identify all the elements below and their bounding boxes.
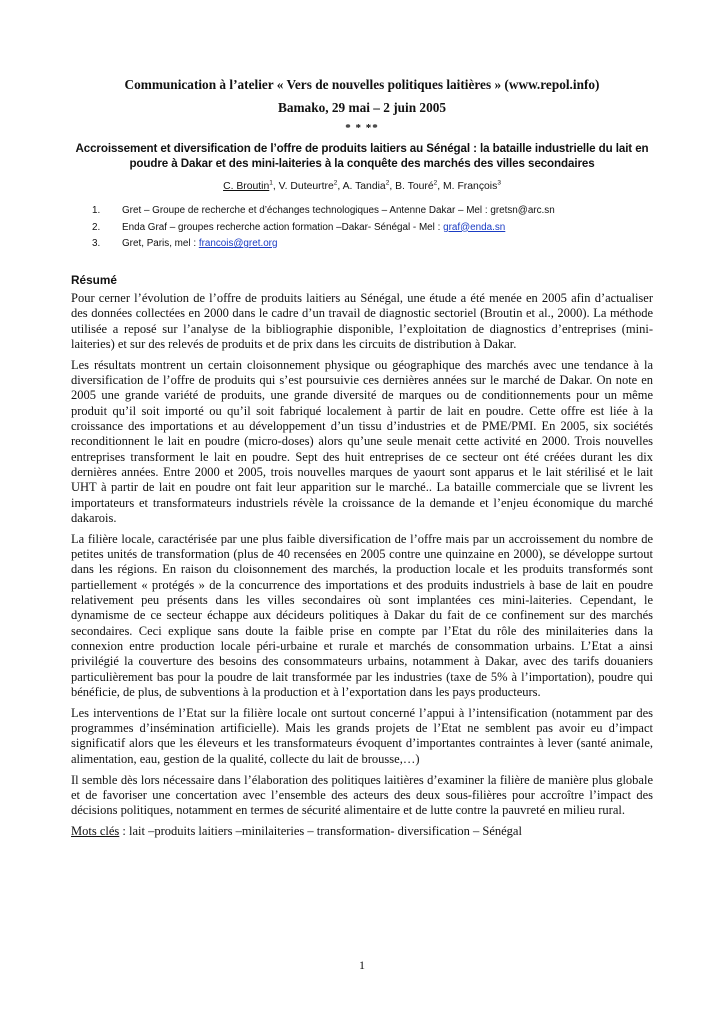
- author-name: C. Broutin: [223, 181, 270, 193]
- separator-stars: * * **: [345, 122, 379, 134]
- abstract-heading: Résumé: [71, 273, 117, 287]
- author: [443, 181, 501, 192]
- keywords-text: : lait –produits laitiers –minilaiteries – transformation- diversification – Sénégal: [119, 824, 522, 839]
- affiliation-text: Gret, Paris, mel :: [122, 238, 197, 249]
- affiliation-list: [92, 203, 652, 253]
- conference-dates: Bamako, 29 mai – 2 juin 2005: [277, 100, 447, 115]
- abstract-paragraph: Pour cerner l’évolution de l’offre de produits laitiers au Sénégal, une étude a été menée en 2005 afin d’actualiser des données collectées en 2000 dans le cadre d’un travail de diagnostic sectoriel (Broutin et al., 2000). La méthode utilisée a reposé sur l’analyse de la bibliographie disponible, l’exploitation de diagnostics d’entreprises (mini-laiteries) et sur des relevés de produits et de prix dans les circuits de distribution à Dakar.: [71, 291, 653, 351]
- author: C. Broutin$^1$,: [223, 180, 279, 193]
- keywords: [71, 824, 653, 839]
- author-affiliation-mark: 2: [385, 180, 390, 187]
- affiliation-item: 3. Gret, Paris, mel : francois@gret.org: [92, 236, 652, 253]
- author-affiliation-mark: 3: [497, 180, 501, 187]
- author: A. Tandia$^2$,: [342, 180, 396, 193]
- author-name: M. François: [443, 181, 498, 193]
- abstract-paragraph: Les interventions de l’Etat sur la filière locale ont surtout concerné l’appui à l’intensification (notamment par des programmes d’insémination artificielle). Mais les grands projets de l’Etat ne semblent pas avoir eu d’impact significatif alors que les éleveurs et les transformateurs évoquent d’importantes contraintes à lever (santé animale, alimentation, eau, gestion de la qualité, collecte du lait de brousse,…): [71, 705, 653, 766]
- affiliation-text: Gret – Groupe de recherche et d’échanges technologiques – Antenne Dakar – Mel : gretsn@arc.sn: [122, 205, 555, 216]
- keywords-label: Mots clés: [71, 824, 120, 839]
- abstract-paragraph: La filière locale, caractérisée par une plus faible diversification de l’offre mais par un accroissement du nombre de petites unités de transformation (plus de 40 recensées en 2005 contre une quinzaine en 2000), se développe surtout dans les régions. En raison du cloisonnement des marchés, la production locale et les produits transformés sont partiellement « protégés » de la concurrence des importations et des produits industriels à base de lait en poudre relativement peu présents dans les villes secondaires où sont implantées ces mini-laiteries. Cependant, le dynamisme de ce secteur échappe aux décideurs politiques à Dakar du fait de ce confinement sur des marchés secondaires. Ceci explique sans doute la faible prise en compte par l’Etat du rôle des minilaiteries dans la connexion entre production locale péri-urbaine et rurale et marchés de consommation urbains. L’Etat a ainsi privilégié la couverture des besoins des consommateurs urbains, notamment à Dakar, avec des tarifs douaniers particulièrement bas pour la poudre de lait transformée par les industries (taxe de 5% à l’importation), poudre qui bénéficie, de plus, de subventions à la production et à l’exportation dans les pays producteurs.: [71, 531, 653, 699]
- author-name: A. Tandia: [342, 181, 386, 193]
- author-affiliation-mark: 2: [333, 180, 338, 187]
- affiliation-item: 2. Enda Graf – groupes recherche action formation –Dakar- Sénégal - Mel : graf@enda.sn: [92, 220, 652, 237]
- author-affiliation-mark: 1: [269, 180, 273, 187]
- author-list: [66, 180, 658, 192]
- author-name: B. Touré: [395, 181, 434, 193]
- affiliation-text: Enda Graf – groupes recherche action formation –Dakar- Sénégal - Mel :: [122, 221, 441, 233]
- abstract-paragraph: Il semble dès lors nécessaire dans l’élaboration des politiques laitières d’examiner la filière de manière plus globale et de favoriser une concertation avec l’ensemble des acteurs des deux sous-filières pour accroître l’impact des décisions politiques, notamment en termes de sécurité alimentaire et de lutte contre la pauvreté en milieu rural.: [71, 772, 653, 818]
- conference-line: Communication à l’atelier « Vers de nouvelles politiques laitières » (www.repol.info): [124, 77, 600, 92]
- email-link[interactable]: francois@gret.org: [198, 238, 278, 249]
- paper-title: Accroissement et diversification de l’offre de produits laitiers au Sénégal : la bataille industrielle du lait en poudre à Dakar et des mini-laiteries à la conquête des marchés des villes secondaires: [75, 142, 649, 170]
- author-name: V. Duteurtre: [278, 181, 334, 193]
- page-number: 1: [359, 958, 365, 972]
- affiliation-item: 1. Gret – Groupe de recherche et d’échanges technologiques – Antenne Dakar – Mel : gretsn@arc.sn: [92, 203, 652, 220]
- abstract-body: [71, 291, 653, 845]
- email-link[interactable]: graf@enda.sn: [443, 221, 506, 233]
- author: B. Touré$^2$,: [395, 180, 444, 193]
- author: V. Duteurtre$^2$,: [278, 180, 343, 193]
- author-affiliation-mark: 2: [433, 180, 438, 187]
- abstract-paragraph: Les résultats montrent un certain cloisonnement physique ou géographique des marchés avec une tendance à la diversification de l’offre de produits qui s’est poursuivie ces dernières années sur le marché de Dakar. On note en 2005 une grande variété de produits, une grande diversité de marques ou de conditionnements pour un même produit qu’il soit importé ou qu’il soit fabriqué localement à partir de lait en poudre. Cette offre est liée à la croissance des importations et au développement d’un tissu d’industries et de PME/PMI. En 2005, six sociétés reconditionnent le lait en poudre (micro-doses) alors qu’une seule menait cette activité en 2000. Trois nouvelles entreprises transforment le lait en poudre. Sept des huit entreprises de ce secteur ont été créées durant les dix dernières années. Entre 2000 et 2005, trois nouvelles marques de yaourt sont apparus et le lait stérilisé et le lait UHT à partir de lait en poudre ont fait leur apparition sur le marché.. La bataille commerciale que se livrent les importateurs et transformateurs industriels révèle la croissance de la demande et l’enjeu économique du marché dakarois.: [71, 357, 653, 525]
